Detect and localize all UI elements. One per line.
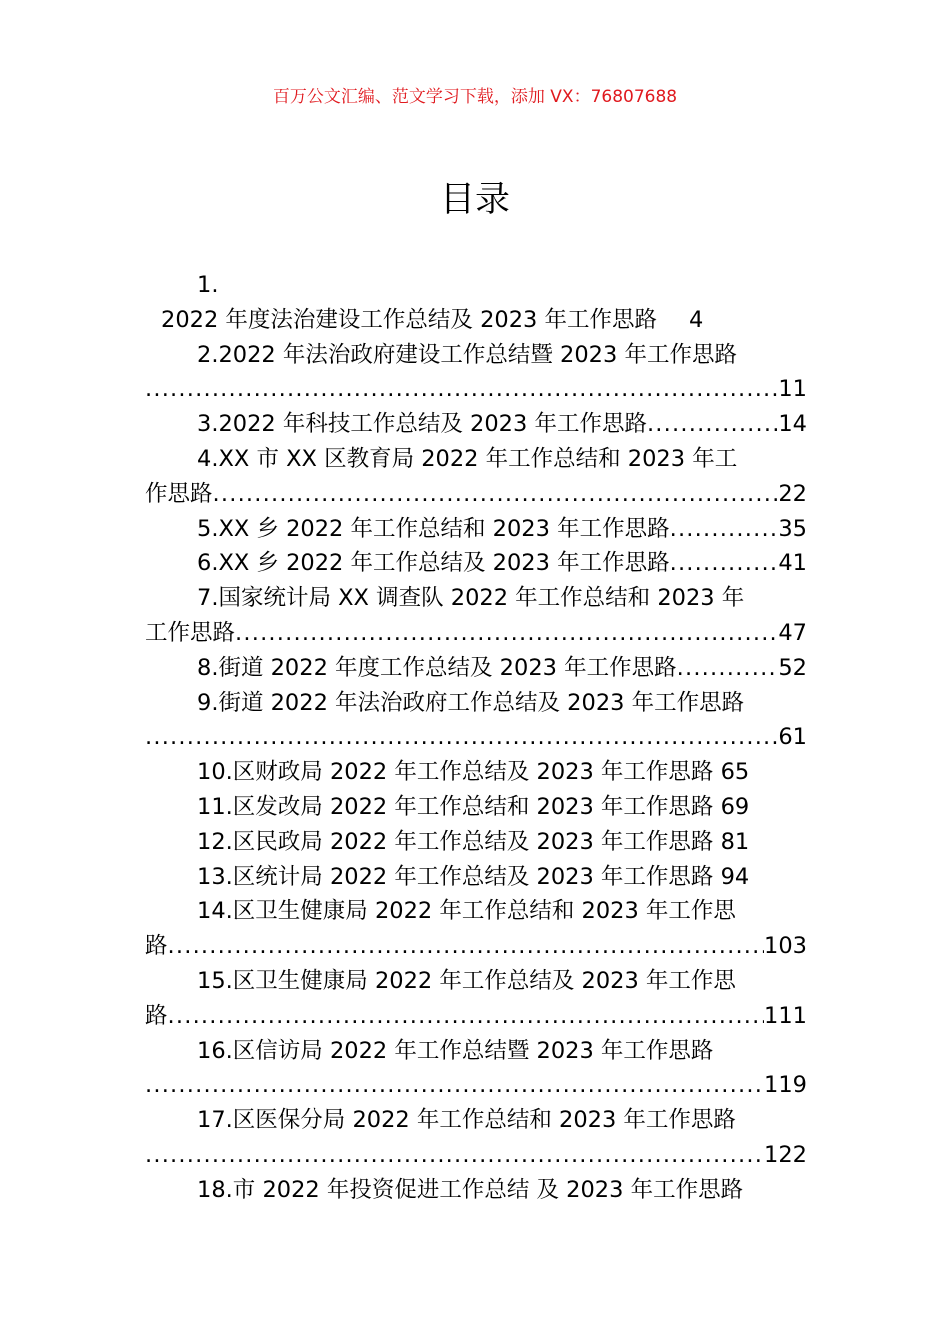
toc-entry-15[interactable] bbox=[145, 964, 807, 999]
toc-entry-1-number: 1. bbox=[197, 272, 219, 298]
toc-entry-page: 94 bbox=[720, 863, 750, 890]
toc-entry-number: 11. bbox=[197, 793, 233, 820]
toc-entry-7-continued bbox=[145, 616, 807, 651]
toc-entry-number: 18. bbox=[197, 1176, 233, 1203]
toc-entry-page: 65 bbox=[720, 759, 750, 786]
dot-leader bbox=[168, 929, 765, 964]
toc-entry-title: 区发改局 2022 年工作总结和 2023 年工作思路 bbox=[232, 793, 714, 820]
toc-entry-8[interactable] bbox=[145, 651, 807, 686]
toc-entry-16[interactable] bbox=[145, 1034, 807, 1069]
toc-entry-page: 61 bbox=[778, 724, 807, 751]
dot-leader bbox=[145, 1068, 764, 1103]
dot-leader bbox=[670, 546, 779, 581]
toc-entry-page: 11 bbox=[778, 376, 807, 403]
toc-entry-9-leader bbox=[145, 720, 807, 755]
toc-entry-title-continued: 工作思路 bbox=[145, 619, 236, 646]
toc-entry-12[interactable] bbox=[145, 825, 807, 860]
toc-entry-2-leader bbox=[145, 372, 807, 407]
toc-entry-page: 22 bbox=[778, 480, 807, 507]
toc-entry-title-continued: 作思路 bbox=[145, 480, 213, 507]
toc-entry-number: 8. bbox=[197, 654, 219, 681]
toc-entry-title: 2022 年科技工作总结及 2023 年工作思路 bbox=[218, 411, 647, 438]
toc-entry-title: XX 市 XX 区教育局 2022 年工作总结和 2023 年工 bbox=[218, 445, 738, 472]
toc-entry-title-continued: 路 bbox=[145, 1002, 168, 1029]
toc-entry-number: 16. bbox=[197, 1037, 233, 1064]
toc-entry-page: 14 bbox=[778, 411, 807, 438]
download-watermark-note: 百万公文汇编、范文学习下载，添加 VX：76807688 bbox=[272, 87, 678, 107]
toc-entry-title: 区医保分局 2022 年工作总结和 2023 年工作思路 bbox=[232, 1107, 736, 1134]
toc-entry-title: 区卫生健康局 2022 年工作总结及 2023 年工作思 bbox=[232, 967, 736, 994]
toc-entry-title: XX 乡 2022 年工作总结及 2023 年工作思路 bbox=[218, 550, 670, 577]
toc-entry-number: 17. bbox=[197, 1107, 233, 1134]
toc-entry-page: 4 bbox=[688, 306, 704, 333]
toc-entry-18[interactable] bbox=[145, 1173, 807, 1208]
dot-leader bbox=[235, 616, 778, 651]
toc-entry-title: 街道 2022 年法治政府工作总结及 2023 年工作思路 bbox=[218, 689, 745, 716]
toc-entry-number: 4. bbox=[197, 445, 219, 472]
toc-entry-title: 区民政局 2022 年工作总结及 2023 年工作思路 bbox=[232, 828, 714, 855]
dot-leader bbox=[145, 1138, 764, 1173]
toc-entry-9[interactable] bbox=[145, 686, 807, 721]
toc-entry-number: 15. bbox=[197, 967, 233, 994]
toc-entry-page: 41 bbox=[778, 550, 807, 577]
table-of-contents bbox=[145, 268, 807, 1208]
toc-entry-7[interactable] bbox=[145, 581, 807, 616]
toc-entry-page: 52 bbox=[778, 654, 807, 681]
page-title: 目录 bbox=[439, 180, 510, 220]
toc-entry-14[interactable] bbox=[145, 894, 807, 929]
toc-entry-page: 111 bbox=[764, 1002, 807, 1029]
toc-entry-title: 区统计局 2022 年工作总结及 2023 年工作思路 bbox=[232, 863, 714, 890]
toc-entry-13[interactable] bbox=[145, 860, 807, 895]
toc-entry-2[interactable] bbox=[145, 338, 807, 373]
toc-entry-page: 119 bbox=[764, 1072, 807, 1099]
dot-leader bbox=[145, 372, 778, 407]
toc-entry-number: 3. bbox=[197, 411, 219, 438]
toc-entry-page: 47 bbox=[778, 619, 807, 646]
dot-leader bbox=[677, 651, 779, 686]
dot-leader bbox=[145, 720, 778, 755]
toc-entry-title: 2022 年法治政府建设工作总结暨 2023 年工作思路 bbox=[218, 341, 737, 368]
toc-entry-title: 市 2022 年投资促进工作总结 及 2023 年工作思路 bbox=[232, 1176, 744, 1203]
toc-entry-10[interactable] bbox=[145, 755, 807, 790]
toc-entry-title: 区信访局 2022 年工作总结暨 2023 年工作思路 bbox=[232, 1037, 714, 1064]
dot-leader bbox=[213, 477, 779, 512]
toc-entry-number: 6. bbox=[197, 550, 219, 577]
toc-entry-number: 13. bbox=[197, 863, 233, 890]
toc-entry-title-continued: 路 bbox=[145, 933, 168, 960]
toc-entry-15-continued bbox=[145, 999, 807, 1034]
toc-entry-number: 5. bbox=[197, 515, 219, 542]
toc-entry-16-leader bbox=[145, 1068, 807, 1103]
toc-entry-number: 7. bbox=[197, 585, 219, 612]
toc-entry-title: 2022 年度法治建设工作总结及 2023 年工作思路 bbox=[161, 306, 657, 333]
toc-entry-1[interactable] bbox=[145, 303, 807, 338]
toc-entry-page: 122 bbox=[764, 1141, 807, 1168]
toc-entry-6[interactable] bbox=[145, 546, 807, 581]
toc-entry-title: 街道 2022 年度工作总结及 2023 年工作思路 bbox=[218, 654, 677, 681]
toc-entry-17-leader bbox=[145, 1138, 807, 1173]
toc-entry-title: 区卫生健康局 2022 年工作总结和 2023 年工作思 bbox=[232, 898, 736, 925]
toc-entry-3[interactable] bbox=[145, 407, 807, 442]
toc-entry-14-continued bbox=[145, 929, 807, 964]
toc-entry-4-continued bbox=[145, 477, 807, 512]
toc-entry-title: 国家统计局 XX 调查队 2022 年工作总结和 2023 年 bbox=[218, 585, 745, 612]
toc-entry-number: 12. bbox=[197, 828, 233, 855]
toc-entry-title: 区财政局 2022 年工作总结及 2023 年工作思路 bbox=[232, 759, 714, 786]
dot-leader bbox=[647, 407, 778, 442]
toc-entry-page: 81 bbox=[720, 828, 750, 855]
toc-entry-page: 69 bbox=[720, 793, 750, 820]
toc-entry-17[interactable] bbox=[145, 1103, 807, 1138]
toc-entry-number: 9. bbox=[197, 689, 219, 716]
dot-leader bbox=[168, 999, 765, 1034]
toc-entry-number: 10. bbox=[197, 759, 233, 786]
toc-entry-page: 103 bbox=[764, 933, 807, 960]
dot-leader bbox=[670, 512, 779, 547]
toc-entry-5[interactable] bbox=[145, 512, 807, 547]
toc-entry-title: XX 乡 2022 年工作总结和 2023 年工作思路 bbox=[218, 515, 670, 542]
toc-entry-number: 14. bbox=[197, 898, 233, 925]
toc-entry-11[interactable] bbox=[145, 790, 807, 825]
toc-entry-number: 2. bbox=[197, 341, 219, 368]
toc-entry-4[interactable] bbox=[145, 442, 807, 477]
toc-entry-page: 35 bbox=[778, 515, 807, 542]
